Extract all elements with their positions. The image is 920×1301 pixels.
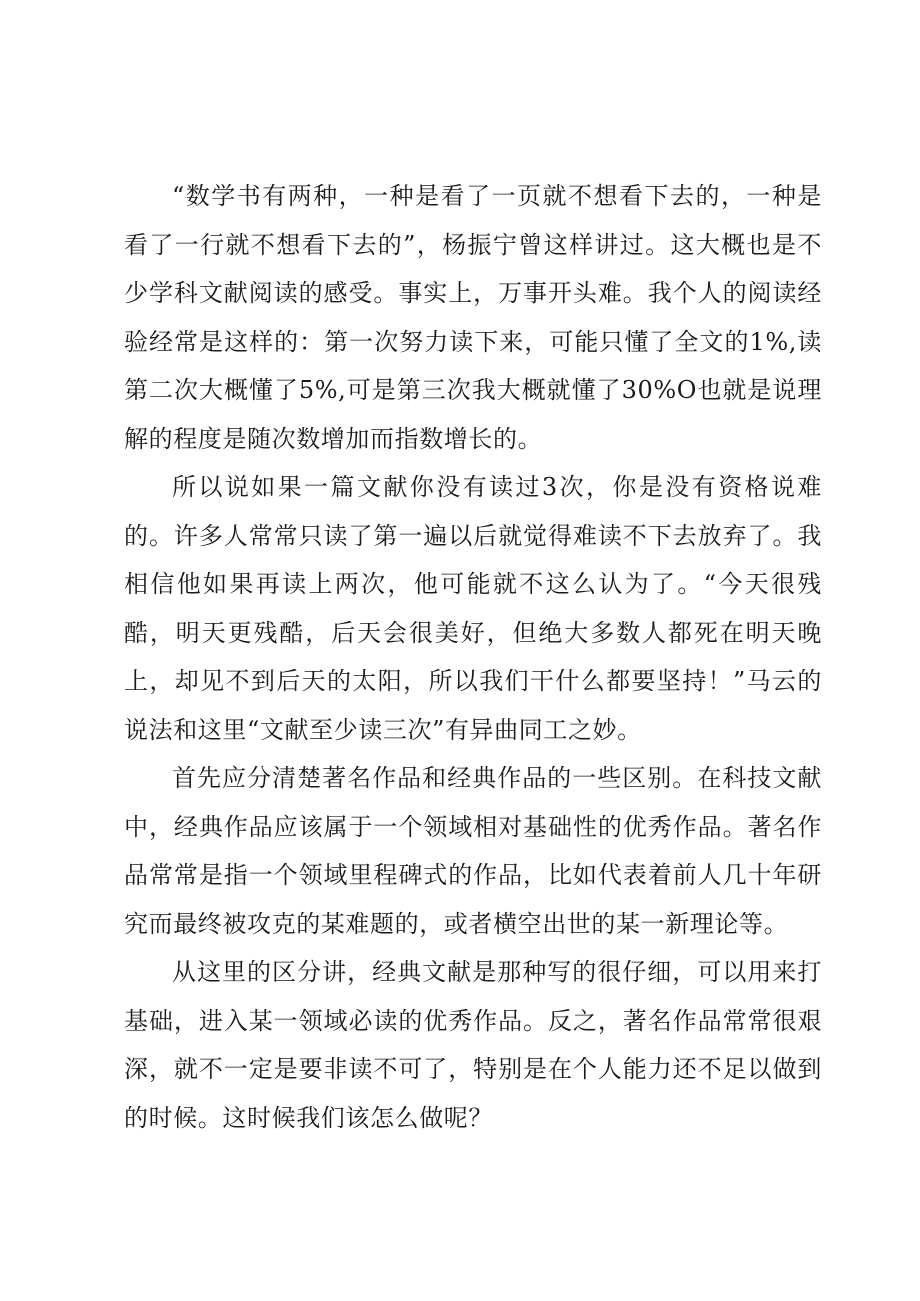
paragraph-4: 从这里的区分讲，经典文献是那种写的很仔细，可以用来打基础，进入某一领域必读的优秀作品。反之，著名作品常常很艰深，就不一定是要非读不可了，特别是在个人能力还不足以做到的时候。这时候我们该怎么做呢？ — [124, 958, 822, 1132]
paragraph-2: 所以说如果一篇文献你没有读过3次，你是没有资格说难的。许多人常常只读了第一遍以后就觉得难读不下去放弃了。我相信他如果再读上两次，他可能就不这么认为了。“今天很残酷，明天更残酷，后天会很美好，但绝大多数人都死在明天晚上，却见不到后天的太阳，所以我们干什么都要坚持！”马云的说法和这里“文献至少读三次”有异曲同工之妙。 — [124, 473, 822, 744]
paragraph-1: “数学书有两种，一种是看了一页就不想看下去的，一种是看了一行就不想看下去的”，杨振宁曾这样讲过。这大概也是不少学科文献阅读的感受。事实上，万事开头难。我个人的阅读经验经常是这样的：第一次努力读下来，可能只懂了全文的1%,读第二次大概懂了5%,可是第三次我大概就懂了30%O也就是说理解的程度是随次数增加而指数增长的。 — [124, 182, 822, 453]
paragraph-3: 首先应分清楚著名作品和经典作品的一些区别。在科技文献中，经典作品应该属于一个领域相对基础性的优秀作品。著名作品常常是指一个领域里程碑式的作品，比如代表着前人几十年研究而最终被攻克的某难题的，或者横空出世的某一新理论等。 — [124, 764, 822, 938]
document-body — [124, 172, 822, 1142]
